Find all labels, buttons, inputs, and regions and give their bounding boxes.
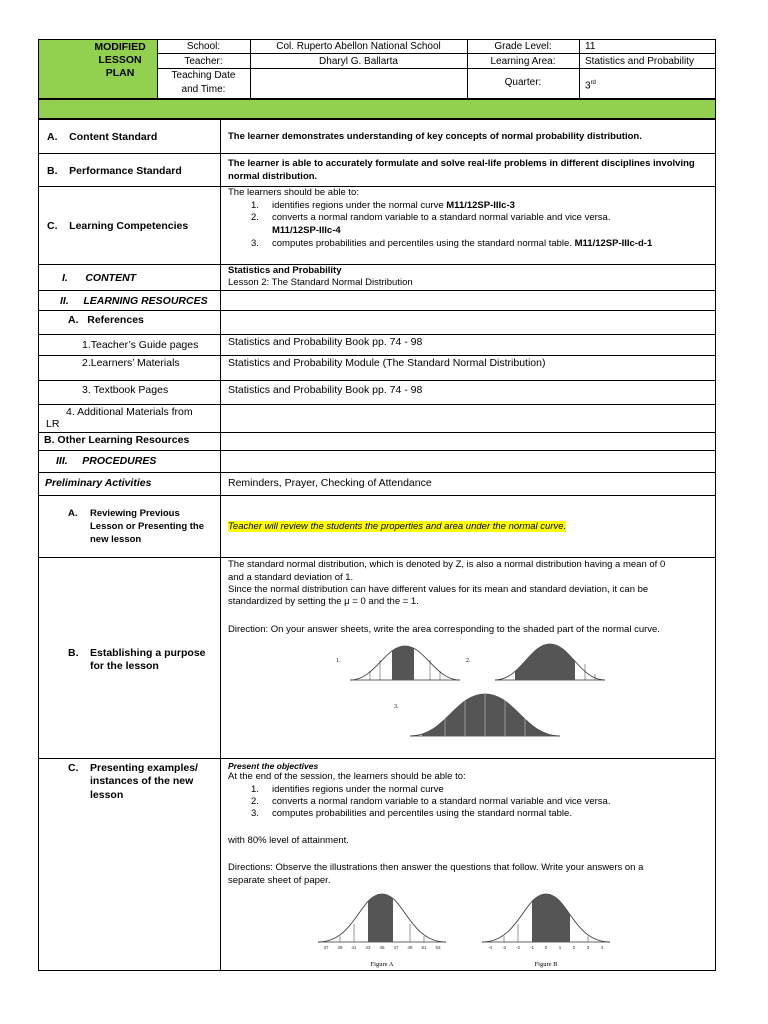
purpose-direction: Direction: On your answer sheets, write the area corresponding to the shaded part of the normal curve.: [228, 624, 660, 635]
curve-label: 2.: [466, 658, 471, 664]
normal-curves-figures: [310, 888, 620, 970]
teachers-guide-label: 1.Teacher’s Guide pages: [82, 339, 199, 351]
review-label-line: Reviewing Previous: [90, 508, 180, 519]
competency-num: 3.: [251, 238, 259, 249]
examples-label-line: lesson: [90, 789, 124, 801]
examples-title: Present the objectives: [228, 761, 319, 771]
divider: [38, 450, 716, 451]
additional-materials-label-2: LR: [46, 418, 60, 430]
divider: [38, 432, 716, 433]
content-title: Statistics and Probability: [228, 265, 342, 276]
quarter-value: 3rd: [585, 80, 596, 92]
figure-tick-label: -1: [529, 945, 535, 950]
figure-tick-label: -3: [501, 945, 507, 950]
additional-materials-label-1: 4. Additional Materials from: [66, 406, 193, 418]
divider: [38, 557, 716, 558]
examples-item-num: 1.: [251, 784, 259, 795]
school-label: School:: [186, 41, 221, 52]
header-title-line-1: MODIFIED: [94, 41, 146, 53]
purpose-text-line: standardized by setting the μ = 0 and the = 1.: [228, 596, 419, 607]
figure-tick-label: 53: [435, 945, 441, 950]
grade-level-value: 11: [585, 41, 596, 52]
figure-tick-label: 41: [351, 945, 357, 950]
figure-tick-label: -2: [515, 945, 521, 950]
performance-standard-label: B. Performance Standard: [47, 165, 182, 177]
curve-label: 1.: [336, 658, 341, 664]
learning-area-label: Learning Area:: [490, 56, 556, 67]
performance-standard-line-2: normal distribution.: [228, 171, 318, 182]
divider: [579, 39, 580, 99]
examples-item-text: converts a normal random variable to a standard normal variable and vice versa.: [272, 796, 611, 807]
figure-tick-label: 43: [365, 945, 371, 950]
divider: [38, 334, 716, 335]
teacher-value: Dharyl G. Ballarta: [319, 56, 398, 67]
learners-materials-value: Statistics and Probability Module (The Standard Normal Distribution): [228, 357, 546, 369]
procedures-heading: III. PROCEDURES: [56, 455, 157, 467]
examples-item-text: identifies regions under the normal curve: [272, 784, 444, 795]
review-value: Teacher will review the students the properties and area under the normal curve.: [228, 521, 567, 532]
content-lesson: Lesson 2: The Standard Normal Distribution: [228, 277, 413, 288]
purpose-num: B.: [68, 647, 79, 659]
learning-resources-heading: II. LEARNING RESOURCES: [60, 295, 208, 307]
divider: [38, 264, 716, 265]
divider: [38, 355, 716, 356]
purpose-label-line: for the lesson: [90, 660, 159, 672]
textbook-pages-label: 3. Textbook Pages: [82, 384, 169, 396]
learning-competencies-label: C. Learning Competencies: [47, 220, 189, 232]
divider: [38, 472, 716, 473]
figure-tick-label: 45: [379, 945, 385, 950]
examples-directions-line: Directions: Observe the illustrations then answer the questions that follow. Write your answers on a: [228, 862, 644, 873]
figure-b-caption: Figure B: [534, 961, 558, 968]
content-heading: I. CONTENT: [62, 272, 137, 284]
figure-tick-label: 3: [586, 945, 590, 950]
textbook-pages-value: Statistics and Probability Book pp. 74 - 98: [228, 384, 423, 396]
grade-level-label: Grade Level:: [494, 41, 552, 52]
content-standard-label: A. Content Standard: [47, 131, 158, 143]
figure-tick-label: 2: [572, 945, 576, 950]
other-resources-label: B. Other Learning Resources: [44, 434, 190, 446]
figure-tick-label: 4: [600, 945, 604, 950]
purpose-text-line: Since the normal distribution can have different values for its mean and standard deviation, it can be: [228, 584, 649, 595]
figure-tick-label: 0: [544, 945, 548, 950]
examples-attainment: with 80% level of attainment.: [228, 835, 349, 846]
teachers-guide-value: Statistics and Probability Book pp. 74 - 98: [228, 336, 423, 348]
header-title-line-3: PLAN: [105, 67, 135, 79]
preliminary-activities-value: Reminders, Prayer, Checking of Attendance: [228, 477, 432, 489]
content-standard-value: The learner demonstrates understanding of key concepts of normal probability distribution.: [228, 131, 642, 142]
figure-tick-label: 49: [407, 945, 413, 950]
divider: [38, 380, 716, 381]
preliminary-activities-label: Preliminary Activities: [45, 477, 152, 489]
competencies-intro: The learners should be able to:: [228, 187, 359, 198]
divider: [38, 495, 716, 496]
examples-label-line: Presenting examples/: [90, 762, 198, 774]
review-num: A.: [68, 508, 78, 519]
learners-materials-label: 2.Learners’ Materials: [82, 357, 180, 369]
teacher-label: Teacher:: [184, 56, 223, 67]
competency-text: computes probabilities and percentiles using the standard normal table. M11/12SP-IIIc-d-1: [272, 238, 653, 249]
examples-item-num: 2.: [251, 796, 259, 807]
references-heading: A. References: [68, 314, 144, 326]
figure-tick-label: 39: [337, 945, 343, 950]
divider: [38, 153, 716, 154]
school-value: Col. Ruperto Abellon National School: [276, 41, 441, 52]
performance-standard-line-1: The learner is able to accurately formulate and solve real-life problems in different disciplines involving: [228, 158, 695, 169]
review-label-line: new lesson: [90, 534, 142, 545]
figure-a-caption: Figure A: [370, 961, 394, 968]
figure-tick-label: 1: [558, 945, 562, 950]
examples-num: C.: [68, 762, 79, 774]
teaching-date-label-1: Teaching Date: [171, 70, 236, 81]
divider: [220, 119, 221, 971]
figure-tick-label: 51: [421, 945, 427, 950]
purpose-text-line: The standard normal distribution, which is denoted by Z, is also a normal distribution having a mean of 0: [228, 559, 666, 570]
competency-code: M11/12SP-IIIc-4: [272, 225, 341, 236]
review-label-line: Lesson or Presenting the: [90, 521, 205, 532]
examples-label-line: instances of the new: [90, 775, 194, 787]
figure-tick-label: -4: [487, 945, 493, 950]
examples-directions-line: separate sheet of paper.: [228, 875, 331, 886]
examples-item-num: 3.: [251, 808, 259, 819]
divider: [38, 404, 716, 405]
competency-num: 2.: [251, 212, 259, 223]
header-title-line-2: LESSON: [98, 54, 142, 66]
figure-tick-label: 37: [323, 945, 329, 950]
divider: [38, 186, 716, 187]
competency-text: identifies regions under the normal curve M11/12SP-IIIc-3: [272, 200, 515, 211]
examples-item-text: computes probabilities and percentiles using the standard normal table.: [272, 808, 572, 819]
curve-label: 3.: [394, 704, 399, 710]
learning-area-value: Statistics and Probability: [585, 56, 694, 67]
divider: [38, 290, 716, 291]
purpose-label-line: Establishing a purpose: [90, 647, 206, 659]
normal-curves-purpose: [330, 636, 630, 758]
teaching-date-label-2: and Time:: [181, 84, 226, 95]
competency-text: converts a normal random variable to a standard normal variable and vice versa.: [272, 212, 611, 223]
competency-num: 1.: [251, 200, 259, 211]
examples-intro: At the end of the session, the learners should be able to:: [228, 771, 466, 782]
purpose-text-line: and a standard deviation of 1.: [228, 572, 354, 583]
divider: [38, 310, 716, 311]
figure-tick-label: 47: [393, 945, 399, 950]
section-divider-bar: [38, 99, 716, 119]
quarter-label: Quarter:: [504, 77, 542, 88]
divider: [38, 758, 716, 759]
